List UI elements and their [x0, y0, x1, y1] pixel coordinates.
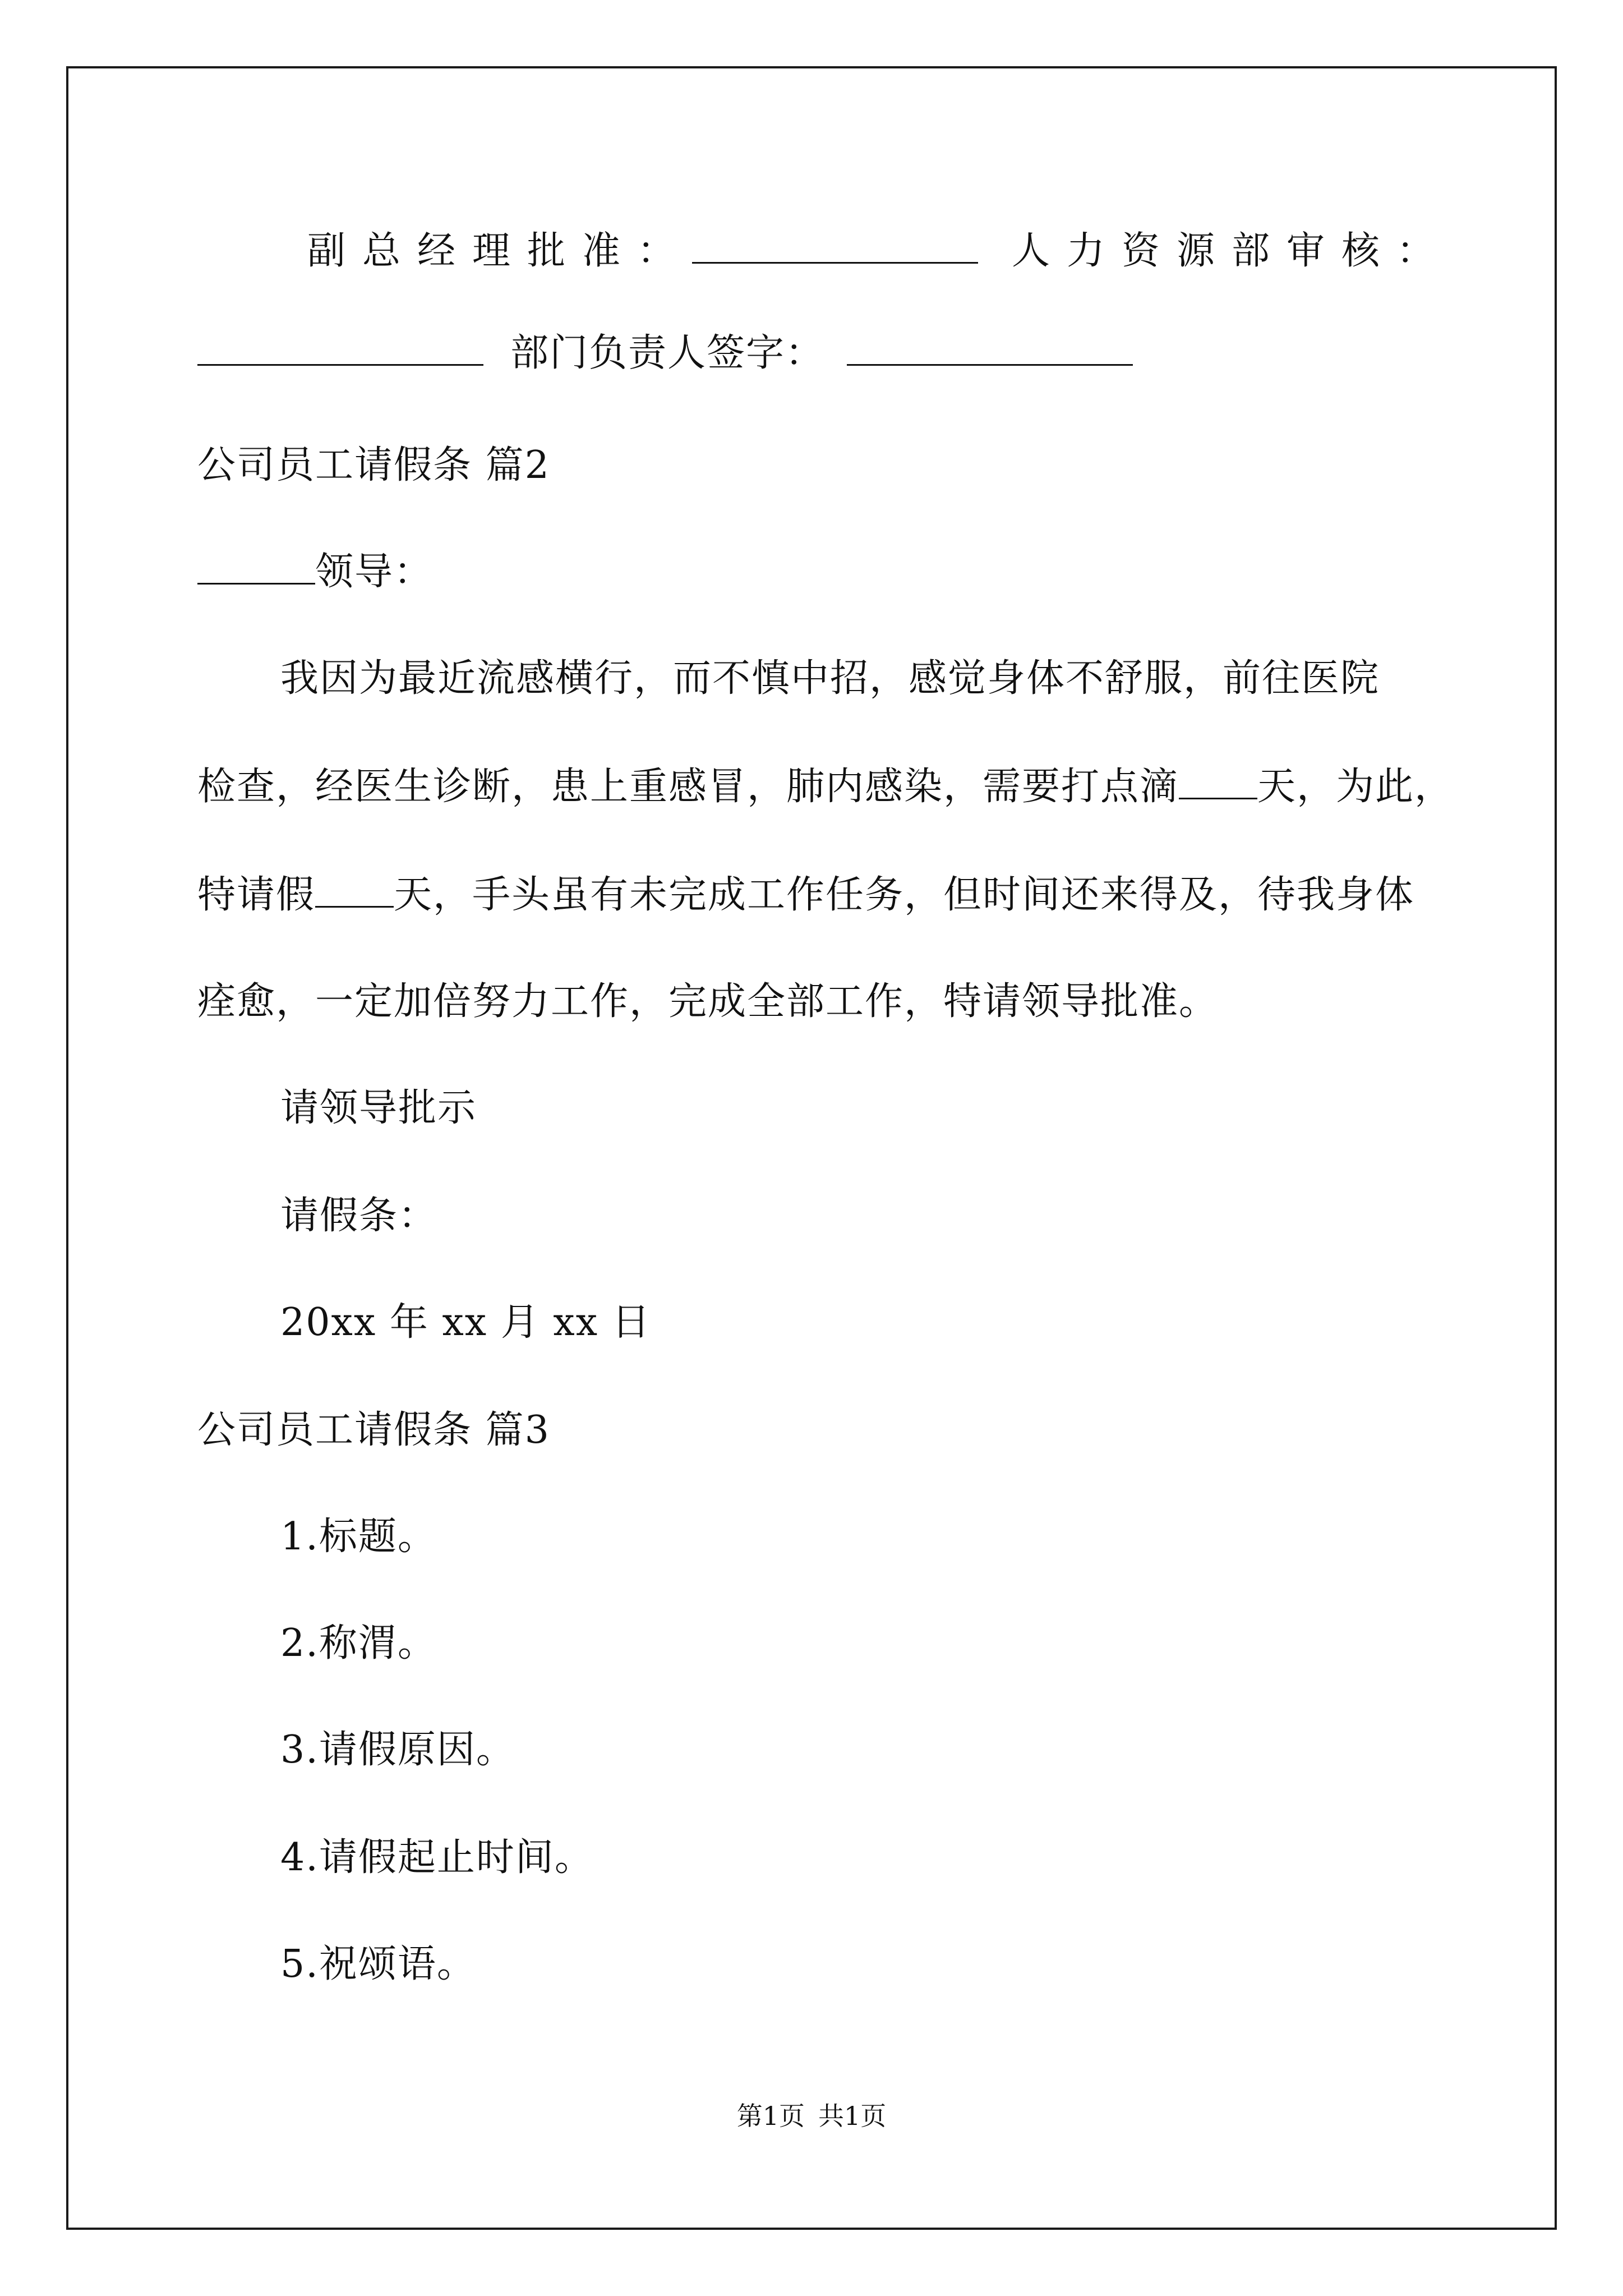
body-line-2-tail: 天，为此，: [1257, 765, 1454, 809]
body-line-2: [197, 759, 1454, 815]
dept-signature-blank: [847, 330, 1133, 366]
page-total: 共1页: [818, 2101, 887, 2131]
recipient-blank: [197, 549, 315, 585]
page-border: [66, 66, 1557, 2230]
page-number: 第1页: [736, 2101, 805, 2131]
signature-row-1: [307, 223, 1451, 279]
list-item: 4.请假起止时间。: [280, 1835, 594, 1880]
section-heading: 公司员工请假条 篇2: [197, 443, 550, 487]
list-item: 3.请假原因。: [280, 1728, 515, 1772]
vp-approval-label: 副总经理批准：: [307, 229, 693, 273]
body-line-3-tail: 天，手头虽有未完成工作任务，但时间还来得及，待我身体: [394, 873, 1415, 917]
list-item: 5.祝颂语。: [280, 1942, 476, 1986]
drip-days-blank: [1179, 764, 1257, 799]
section-heading: 公司员工请假条 篇3: [197, 1408, 550, 1452]
list-item: 1.标题。: [280, 1515, 437, 1559]
page-footer: [0, 2099, 1623, 2133]
closing-remark: 请领导批示: [280, 1086, 477, 1130]
body-line-3-text: 特请假: [197, 873, 316, 917]
signature-row-2: [197, 325, 1133, 381]
leave-days-blank: [315, 872, 394, 908]
salutation-text: 领导：: [315, 550, 434, 594]
body-line-1: 我因为最近流感横行，而不慎中招，感觉身体不舒服，前往医院: [280, 656, 1380, 701]
date-line: 20xx 年 xx 月 xx 日: [280, 1300, 651, 1345]
vp-signature-blank: [692, 228, 978, 264]
body-line-2-text: 检查，经医生诊断，患上重感冒，肺内感染，需要打点滴: [197, 765, 1179, 809]
salutation: [197, 544, 433, 600]
body-line-4: 痊愈，一定加倍努力工作，完成全部工作，特请领导批准。: [197, 979, 1219, 1024]
hr-signature-blank: [197, 330, 483, 366]
hr-review-label: 人力资源部审核：: [1012, 229, 1452, 273]
list-item: 2.称渭。: [280, 1621, 437, 1665]
body-line-3: [197, 867, 1414, 923]
signer-label: 请假条：: [280, 1194, 438, 1238]
dept-head-signature-label: 部门负责人签字：: [510, 331, 825, 375]
